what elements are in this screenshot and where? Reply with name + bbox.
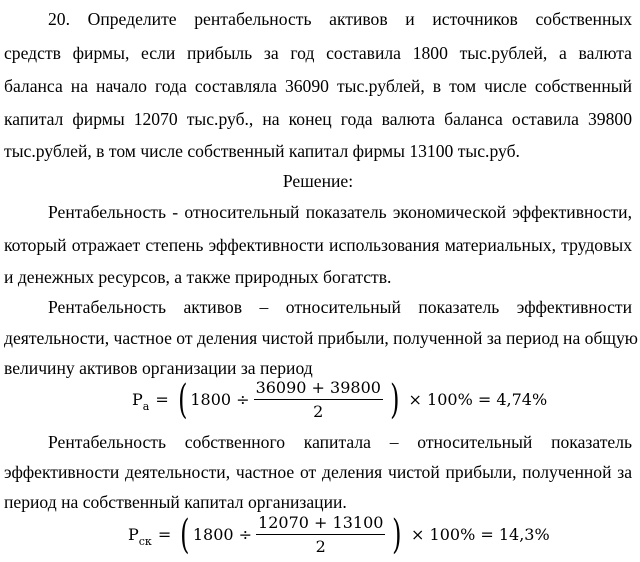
problem-line-4: капитал фирмы 12070 тыс.руб., на конец года валюта баланса оставила 39800 (4, 109, 632, 129)
definition-line-3: и денежных ресурсов, а также природных богатств. (4, 267, 392, 287)
formula-equity-symbol: $Р_{ск}$ (128, 525, 152, 548)
formula-equity-denominator: 2 (315, 537, 326, 556)
definition-line-1: Рентабельность - относительный показатель экономической эффективности, (48, 202, 632, 222)
formula-equity-profit: 1800 ÷ (192, 525, 253, 544)
formula-assets-fraction (254, 378, 383, 421)
formula-equity-fraction (256, 513, 385, 556)
formula-equity-numerator: 12070 + 13100 (256, 513, 385, 535)
problem-line-2: средств фирмы, если прибыль за год составила 1800 тыс.рублей, а валюта (4, 43, 632, 63)
equity-def-line-1: Рентабельность собственного капитала – относительный показатель (48, 432, 632, 452)
problem-line-3: баланса на начало года составляла 36090 тыс.рублей, в том числе собственный (4, 76, 632, 96)
formula-equity-result: × 100% = 14,3% (411, 525, 550, 544)
formula-assets-denominator: 2 (313, 402, 324, 421)
formula-assets-equals: = (155, 390, 169, 409)
formula-assets-numerator: 36090 + 39800 (254, 378, 383, 400)
problem-line-1: 20. Определите рентабельность активов и источников собственных (48, 9, 632, 29)
assets-def-line-1: Рентабельность активов – относительный показатель эффективности (48, 297, 632, 317)
formula-assets-close-paren: ) (390, 376, 400, 423)
definition-line-2: который отражает степень эффективности использования материальных, трудовых (4, 235, 632, 255)
formula-equity-equals: = (157, 525, 172, 544)
formula-assets-open-paren: ( (177, 376, 188, 423)
formula-assets (132, 378, 547, 421)
equity-def-line-3: период на собственный капитал организации. (4, 492, 347, 512)
formula-equity-open-paren: ( (180, 511, 190, 558)
equity-def-line-2: эффективности деятельности, частное от деления чистой прибыли, полученной за (4, 462, 632, 482)
formula-equity-close-paren: ) (392, 511, 402, 558)
formula-assets-result: × 100% = 4,74% (408, 390, 548, 409)
formula-assets-symbol: $Р_а$ (132, 390, 150, 413)
assets-def-line-2: деятельности, частное от деления чистой прибыли, полученной за период на общую (4, 328, 638, 348)
solution-heading: Решение: (282, 171, 354, 191)
formula-equity (128, 513, 550, 556)
formula-assets-profit: 1800 ÷ (190, 390, 250, 409)
assets-def-line-3: величину активов организации за период (4, 358, 313, 378)
problem-line-5: тыс.рублей, в том числе собственный капитал фирмы 13100 тыс.руб. (4, 141, 520, 161)
